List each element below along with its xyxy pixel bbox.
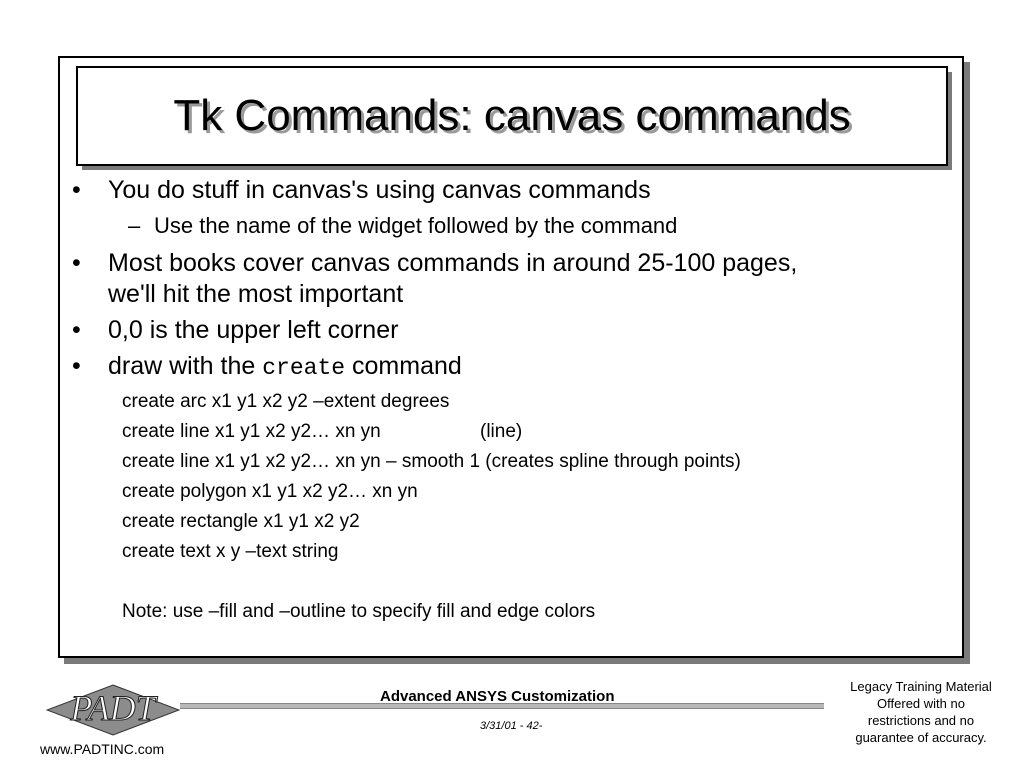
cmd-text: create text x y –text string bbox=[122, 541, 339, 562]
bullet-draw-create bbox=[108, 352, 462, 381]
bullet-canvas-commands: You do stuff in canvas's using canvas commands bbox=[108, 176, 651, 204]
draw-post-text: command bbox=[352, 352, 462, 380]
title-box bbox=[76, 66, 948, 166]
cmd-line-note: (line) bbox=[480, 421, 523, 442]
bullet-origin: 0,0 is the upper left corner bbox=[108, 316, 399, 344]
legacy-line: Offered with no bbox=[877, 696, 965, 711]
legacy-line: guarantee of accuracy. bbox=[855, 730, 987, 745]
bullet-books-line2: we'll hit the most important bbox=[108, 280, 404, 308]
draw-pre-text: draw with the bbox=[108, 352, 256, 380]
note-fill-outline: Note: use –fill and –outline to specify fill and edge colors bbox=[122, 601, 596, 622]
bullet-glyph: • bbox=[72, 249, 81, 277]
website-url: www.PADTINC.com bbox=[40, 741, 165, 757]
legacy-line: restrictions and no bbox=[867, 713, 975, 728]
create-code: create bbox=[262, 355, 346, 381]
cmd-arc: create arc x1 y1 x2 y2 –extent degrees bbox=[122, 391, 450, 412]
legacy-notice bbox=[836, 678, 1006, 746]
slide-title: Tk Commands: canvas commands bbox=[173, 91, 851, 140]
cmd-line: create line x1 y1 x2 y2… xn yn bbox=[122, 421, 381, 442]
cmd-spline: create line x1 y1 x2 y2… xn yn – smooth 1 (creates spline through points) bbox=[122, 451, 741, 472]
bullet-glyph: • bbox=[72, 176, 81, 204]
cmd-polygon: create polygon x1 y1 x2 y2… xn yn bbox=[122, 481, 418, 502]
sub-bullet-dash: – bbox=[128, 213, 141, 238]
bullet-glyph: • bbox=[72, 316, 81, 344]
sub-bullet-widget-name: Use the name of the widget followed by the command bbox=[154, 213, 678, 238]
legacy-line: Legacy Training Material bbox=[850, 679, 992, 694]
bullet-books-line1: Most books cover canvas commands in around 25-100 pages, bbox=[108, 249, 798, 277]
bullet-glyph: • bbox=[72, 352, 81, 380]
padt-logo bbox=[46, 684, 180, 736]
date-page-number: 3/31/01 - 42- bbox=[480, 720, 543, 732]
course-title: Advanced ANSYS Customization bbox=[380, 688, 615, 705]
cmd-rectangle: create rectangle x1 y1 x2 y2 bbox=[122, 511, 360, 532]
padt-logo-text: PADT bbox=[70, 688, 156, 728]
